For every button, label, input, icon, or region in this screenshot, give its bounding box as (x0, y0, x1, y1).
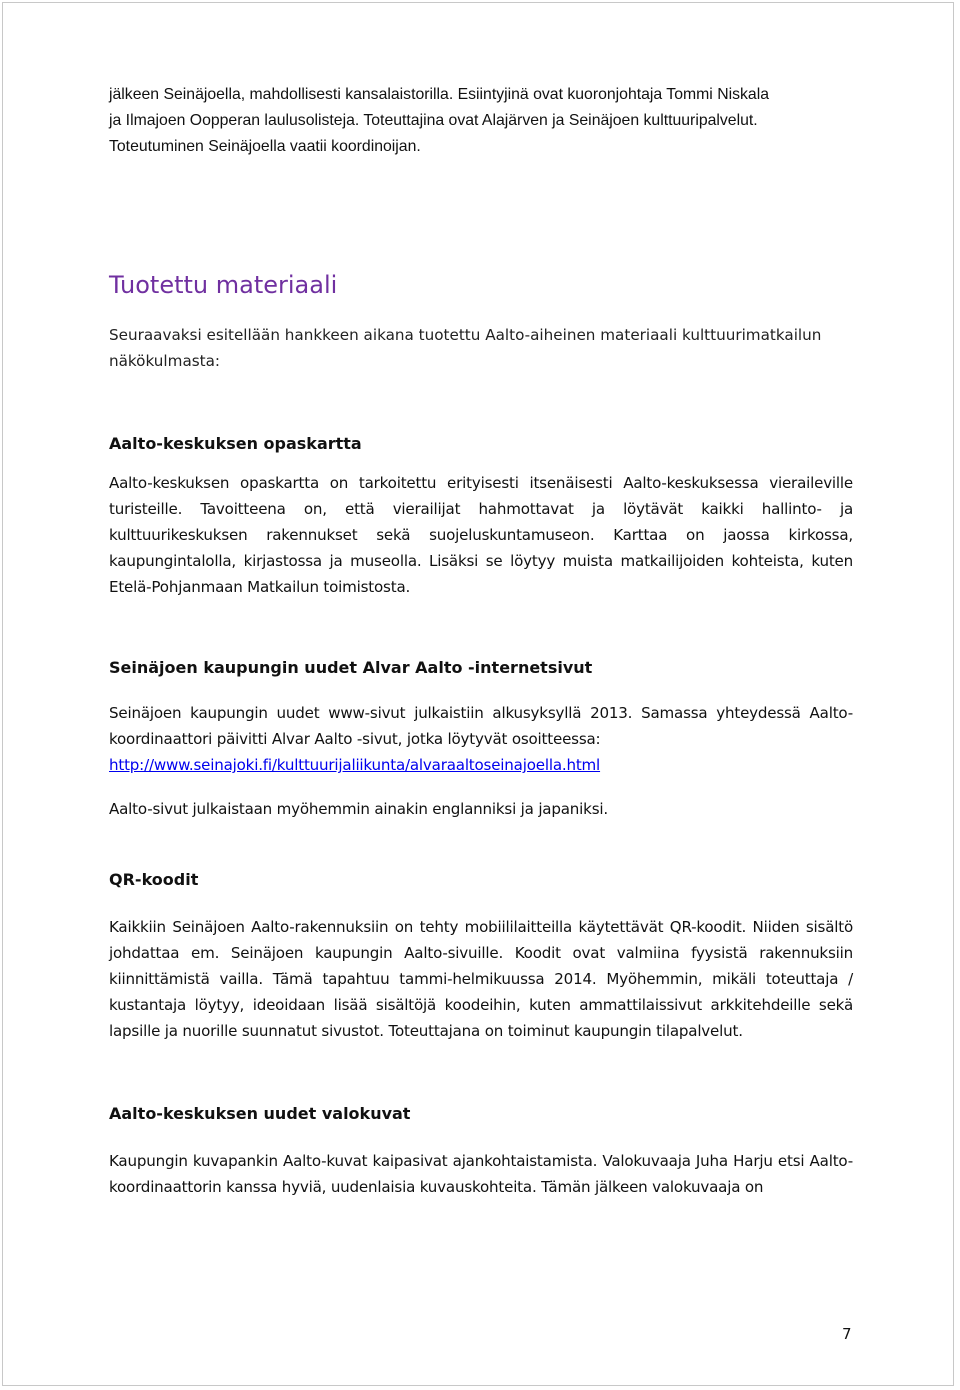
lead-paragraph (109, 82, 853, 160)
document-content (109, 82, 853, 1200)
paragraph-internetsivut-after: Aalto-sivut julkaistaan myöhemmin ainakin englanniksi ja japaniksi. (109, 800, 608, 818)
section-title: Tuotettu materiaali (109, 271, 338, 299)
heading-internetsivut: Seinäjoen kaupungin uudet Alvar Aalto -internetsivut (109, 658, 593, 677)
paragraph-opaskartta: Aalto-keskuksen opaskartta on tarkoitettu erityisesti itsenäisesti Aalto-keskuksessa vieraileville turisteille. Tavoitteena on, että vierailijat hahmottavat ja löytävät kaikki hallinto- ja kulttuurikeskuksen rakennukset sekä suojeluskuntamuseon. Karttaa on jaossa kirkossa, kaupungintalolla, kirjastossa ja museolla. Lisäksi se löytyy muista matkailijoiden kohteista, kuten Etelä-Pohjanmaan Matkailun toimistosta. (109, 474, 853, 596)
lead-line-2: ja Ilmajoen Oopperan laulusolisteja. Toteuttajina ovat Alajärven ja Seinäjoen kulttuuripalvelut. (109, 112, 758, 129)
paragraph-internetsivut (109, 700, 853, 778)
heading-opaskartta: Aalto-keskuksen opaskartta (109, 434, 362, 453)
paragraph-qr-koodit: Kaikkiin Seinäjoen Aalto-rakennuksiin on tehty mobiililaitteilla käytettävät QR-koodit. Niiden sisältö johdattaa em. Seinäjoen kaupungin Aalto-sivuille. Koodit ovat valmiina fyysistä rakennuksiin kiinnittämistä vailla. Tämä tapahtuu tammi-helmikuussa 2014. Myöhemmin, mikäli toteuttaja / kustantaja löytyy, ideoidaan lisää sisältöjä koodeihin, kuten ammattilaissivut arkkitehdeille sekä lapsille ja nuorille suunnatut sivustot. Toteuttajana on toiminut kaupungin tilapalvelut. (109, 918, 853, 1040)
aalto-pages-link[interactable]: http://www.seinajoki.fi/kulttuurijaliikunta/alvaraaltoseinajoella.html (109, 756, 601, 774)
lead-line-3: Toteutuminen Seinäjoella vaatii koordinoijan. (109, 138, 421, 155)
lead-line-1: jälkeen Seinäjoella, mahdollisesti kansalaistorilla. Esiintyjinä ovat kuoronjohtaja Tommi Niskala (109, 86, 769, 103)
page-number: 7 (842, 1325, 852, 1343)
paragraph-valokuvat: Kaupungin kuvapankin Aalto-kuvat kaipasivat ajankohtaistamista. Valokuvaaja Juha Harju etsi Aalto-koordinaattorin kanssa hyviä, uudenlaisia kuvauskohteita. Tämän jälkeen valokuvaaja on (109, 1152, 853, 1196)
heading-valokuvat: Aalto-keskuksen uudet valokuvat (109, 1104, 411, 1123)
heading-qr-koodit: QR-koodit (109, 870, 199, 889)
paragraph-internetsivut-text: Seinäjoen kaupungin uudet www-sivut julkaistiin alkusyksyllä 2013. Samassa yhteydessä Aalto-koordinaattori päivitti Alvar Aalto -sivut, jotka löytyvät osoitteessa: (109, 704, 853, 748)
intro-paragraph: Seuraavaksi esitellään hankkeen aikana tuotettu Aalto-aiheinen materiaali kulttuurimatkailun näkökulmasta: (109, 326, 822, 370)
